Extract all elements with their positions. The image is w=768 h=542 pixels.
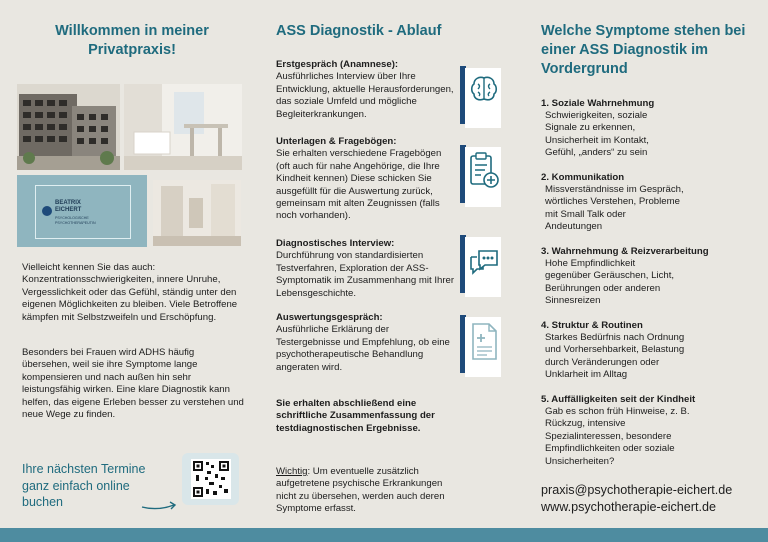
chat-icon-card [460, 235, 500, 297]
practice-logo-card [17, 175, 147, 247]
symptom-wahrnehmung-reizverarbeitung: 3. Wahrnehmung & Reizverarbeitung Hohe Empfindlichkeit gegenüber Geräuschen, Licht, Berührungen oder anderen Sinnesreizen [541, 246, 709, 307]
arrow-icon [140, 497, 180, 513]
step-auswertung: Auswertungsgespräch: Ausführliche Erklärung der Testergebnisse und Empfehlung, ob eine psychotherapeutische Behandlung angeraten wird. [276, 312, 450, 373]
contact-email[interactable]: praxis@psychotherapie-eichert.de [541, 483, 733, 497]
building-photo [17, 84, 120, 170]
middle-title: ASS Diagnostik - Ablauf [276, 23, 442, 39]
symptom-kindheit: 5. Auffälligkeiten seit der Kindheit Gab es schon früh Hinweise, z. B. Rückzug, intensive Spezialinteressen, besondere Empfindlichkeiten oder soziale Unsicherheiten? [541, 394, 696, 467]
clipboard-plus-icon [467, 151, 501, 191]
summary-note: Sie erhalten abschließend eine schriftliche Zusammenfassung der testdiagnostischen Ergebnisse. [276, 398, 435, 434]
footer-bar [0, 528, 768, 542]
office-photo [124, 84, 242, 170]
hallway-photo [153, 180, 241, 246]
logo-box [35, 185, 131, 239]
symptom-struktur-routinen: 4. Struktur & Routinen Starkes Bedürfnis nach Ordnung und Vorhersehbarkeit, Belastung durch Veränderungen oder Unklarheit im Alltag [541, 320, 685, 381]
intro-paragraph-1: Vielleicht kennen Sie das auch: Konzentrationsschwierigkeiten, innere Unruhe, Vergesslichkeit oder das Gefühl, ständig unter den eigenen Möglichkeiten zu bleiben. Viele Betroffene kämpfen mit Selbstzweifeln und Erschöpfung. [22, 262, 238, 323]
step-unterlagen: Unterlagen & Fragebögen: Sie erhalten verschiedene Fragebögen (oft auch für nahe Angehörige, die Ihre Kindheit kennen) Diese schicken Sie ausgefüllt für die Auswertung zurück, gemeinsam mit alten Zeugnissen (falls noch vorhanden). [276, 136, 442, 222]
booking-call-to-action: Ihre nächsten Termine ganz einfach online buchen [22, 462, 146, 509]
brain-icon [467, 72, 501, 106]
medical-document-icon [467, 321, 501, 363]
step-erstgespraech: Erstgespräch (Anamnese): Ausführliches Interview über Ihre Entwicklung, aktuelle Herausforderungen, das soziale Umfeld und mögliche Begleiterkrankungen. [276, 59, 454, 120]
symptom-soziale-wahrnehmung: 1. Soziale Wahrnehmung Schwierigkeiten, soziale Signale zu erkennen, Unsicherheit im Kontakt, Gefühl, „anders“ zu sein [541, 98, 655, 159]
document-icon-card [460, 315, 500, 377]
intro-paragraph-2: Besonders bei Frauen wird ADHS häufig übersehen, weil sie ihre Symptome lange kompensieren und nach außen hin sehr leistungsfähig wirken. Eine klare Diagnostik kann helfen, das eigene Erleben besser zu verstehen und neue Wege zu finden. [22, 347, 244, 421]
symptom-kommunikation: 2. Kommunikation Missverständnisse im Gespräch, wörtliches Verstehen, Probleme mit Small Talk oder Andeutungen [541, 172, 684, 233]
logo-subtitle: PSYCHOLOGISCHE PSYCHOTHERAPEUTIN [55, 216, 96, 225]
logo-name: BEATRIX EICHERT [55, 200, 82, 213]
welcome-title: Willkommen in meiner Privatpraxis! [55, 23, 209, 58]
important-note: Wichtig: Um eventuelle zusätzlich aufgetretene psychische Erkrankungen nicht zu übersehen, werden auch deren Symptome erfasst. [276, 466, 445, 515]
brain-icon-card [460, 66, 500, 128]
chat-bubbles-icon [467, 245, 501, 279]
clipboard-icon-card [460, 145, 500, 207]
contact-website[interactable]: www.psychotherapie-eichert.de [541, 500, 717, 514]
qr-code[interactable] [182, 453, 239, 505]
right-title: Welche Symptome stehen bei einer ASS Diagnostik im Vordergrund [541, 23, 746, 77]
step-interview: Diagnostisches Interview: Durchführung von standardisierten Testverfahren, Exploration der ASS-Symptomatik im Zusammenhang mit Ihrer Lebensgeschichte. [276, 238, 455, 299]
logo-mark-icon [42, 206, 52, 216]
